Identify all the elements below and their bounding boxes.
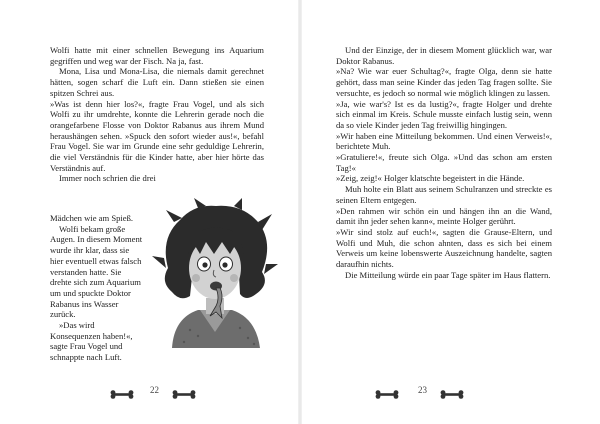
page-number: 23 bbox=[418, 385, 427, 395]
bone-icon bbox=[440, 386, 464, 404]
paragraph: »Na? Wie war euer Schultag?«, fragte Olga, denn sie hatte gehört, dass man seine Kinder das jeden Tag fragen sollte. Sie versuchte, es jedoch so normal wie möglich klingen zu lassen. bbox=[336, 66, 552, 98]
paragraph: »Ja, wie war's? Ist es da lustig?«, fragte Holger und drehte sich einmal im Kreis. Schule musste einfach lustig sein, wenn da so viele Kinder jeden Tag freiwillig hingingen. bbox=[336, 98, 552, 130]
page-number: 22 bbox=[150, 385, 159, 395]
paragraph: »Den rahmen wir schön ein und hängen ihn an die Wand, damit ihn jeder sehen kann«, meinte Holger gerührt. bbox=[336, 205, 552, 227]
left-page-narrow-text bbox=[50, 213, 144, 363]
bone-icon bbox=[375, 386, 399, 404]
paragraph: Mona, Lisa und Mona-Lisa, die niemals damit gerechnet hätten, sogen scharf die Luft ein. Dann stießen sie einen spitzen Schrei aus. bbox=[50, 66, 264, 98]
paragraph: »Wir haben eine Mitteilung bekommen. Und einen Verweis!«, berichtete Muh. bbox=[336, 130, 552, 152]
right-page bbox=[300, 0, 600, 424]
paragraph: »Gratuliere!«, freute sich Olga. »Und das schon am ersten Tag!« bbox=[336, 152, 552, 173]
paragraph: Immer noch schrien die drei bbox=[59, 173, 156, 184]
paragraph: Mädchen wie am Spieß. bbox=[50, 213, 134, 223]
paragraph: »Was ist denn hier los?«, fragte Frau Vogel, und als sich Wolfi zu ihr umdrehte, konnte die Lehrerin gerade noch die orangefarbene Flosse von Doktor Rabanus aus ihrem Mund heraushängen sehen. »Spuck den sofort wieder aus!«, befahl Frau Vogel. Sie war im Grunde eine sehr geduldige Lehrerin, die viel Verständnis für die Kinder hatte, aber hier hörte das Verständnis auf. bbox=[50, 98, 264, 173]
paragraph: Wolfi hatte mit einer schnellen Bewegung ins Aquarium gegriffen und weg war der Fisch. Na ja, fast. bbox=[50, 45, 264, 66]
bone-icon bbox=[110, 386, 134, 404]
bone-icon bbox=[172, 386, 196, 404]
paragraph: Die Mitteilung würde ein paar Tage später im Haus flattern. bbox=[345, 269, 551, 280]
paragraph: Muh holte ein Blatt aus seinem Schulranzen und streckte es seinen Eltern entgegen. bbox=[336, 184, 552, 205]
girl-with-fish-illustration bbox=[150, 198, 280, 348]
paragraph: Und der Einzige, der in diesem Moment glücklich war, war Doktor Rabanus. bbox=[336, 45, 552, 66]
paragraph: Wolfi bekam große Augen. In diesem Moment wurde ihr klar, dass sie hier eventuell etwas falsch verstanden hatte. Sie drehte sich zum Aquarium um und spuckte Doktor Rabanus ins Wasser zurück. bbox=[50, 223, 143, 320]
left-page-footer bbox=[0, 385, 300, 399]
paragraph: »Das wird Konsequenzen haben!«, sagte Frau Vogel und schnappte nach Luft. bbox=[50, 320, 133, 363]
left-page-top-text bbox=[50, 45, 264, 184]
paragraph: »Zeig, zeig!« Holger klatschte begeistert in die Hände. bbox=[336, 173, 525, 184]
right-page-text bbox=[336, 45, 552, 280]
right-page-footer bbox=[300, 385, 600, 399]
paragraph: »Wir sind stolz auf euch!«, sagten die Grause-Eltern, und Wolfi und Muh, die schon ahnten, dass es sich bei einem Verweis um keine lobenswerte Auszeichnung handelte, sagten daraufhin nichts. bbox=[336, 226, 552, 270]
